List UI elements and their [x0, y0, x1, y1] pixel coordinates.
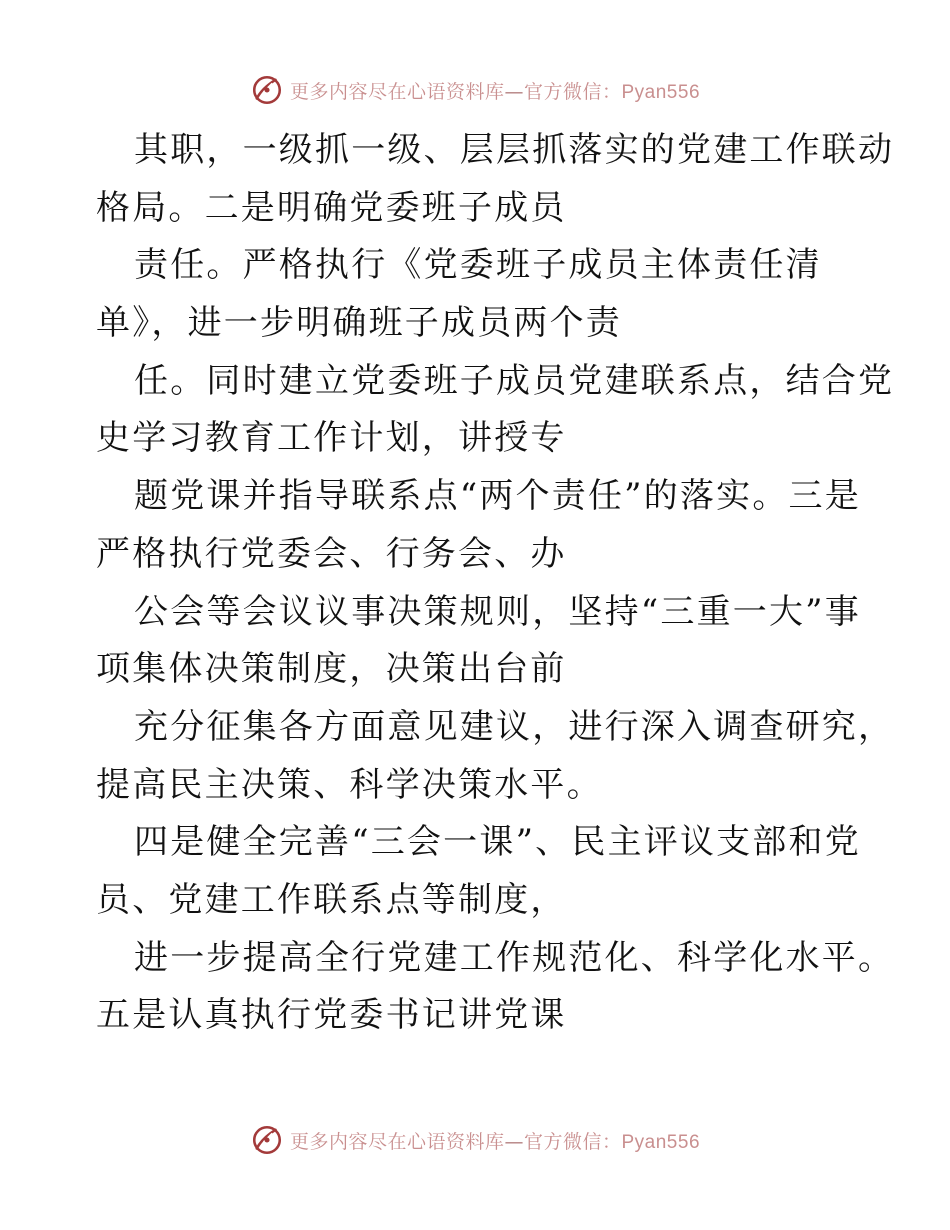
text-line: 严格执行党委会、行务会、办: [96, 533, 567, 574]
text-line: 史学习教育工作计划，讲授专: [96, 418, 567, 459]
text-line: 项集体决策制度，决策出台前: [96, 649, 567, 690]
footer-banner: [0, 1120, 950, 1160]
text-line: 其职，一级抓一级、层层抓落实的党建工作联动: [134, 130, 895, 170]
text-line: 四是健全完善“三会一课”、民主评议支部和党: [134, 822, 861, 863]
text-line: 公会等会议议事决策规则，坚持“三重一大”事: [134, 591, 861, 632]
text-line: 员、党建工作联系点等制度，: [96, 879, 567, 920]
text-line: 任。同时建立党委班子成员党建联系点，结合党: [134, 360, 895, 401]
banner-wechat-label: 官方微信：: [523, 80, 622, 103]
text-line: 充分征集各方面意见建议，进行深入调查研究，: [134, 706, 895, 747]
header-banner: [0, 70, 950, 110]
banner-site-name: 更多内容尽在心语资料库: [289, 1130, 505, 1153]
banner-wechat-id: Pyan556: [621, 1131, 701, 1153]
pen-circle-logo-icon: [250, 73, 284, 107]
banner-site-name: 更多内容尽在心语资料库: [289, 80, 505, 103]
banner-text: [290, 77, 700, 104]
text-line: 进一步提高全行党建工作规范化、科学化水平。: [134, 937, 895, 978]
text-line: 责任。严格执行《党委班子成员主体责任清: [134, 245, 822, 286]
document-body: [96, 122, 895, 1045]
text-line: 题党课并指导联系点“两个责任”的落实。三是: [134, 476, 861, 517]
text-line: 提高民主决策、科学决策水平。: [96, 764, 603, 805]
banner-separator: —: [504, 1130, 524, 1153]
banner-wechat-id: Pyan556: [621, 81, 701, 103]
text-line: 格局。二是明确党委班子成员: [96, 187, 567, 228]
pen-circle-logo-icon: [250, 1123, 284, 1157]
banner-text: [290, 1127, 700, 1154]
banner-wechat-label: 官方微信：: [523, 1130, 622, 1153]
text-line: 五是认真执行党委书记讲党课: [96, 995, 567, 1036]
banner-separator: —: [504, 80, 524, 103]
text-line: 单》，进一步明确班子成员两个责: [96, 303, 622, 344]
